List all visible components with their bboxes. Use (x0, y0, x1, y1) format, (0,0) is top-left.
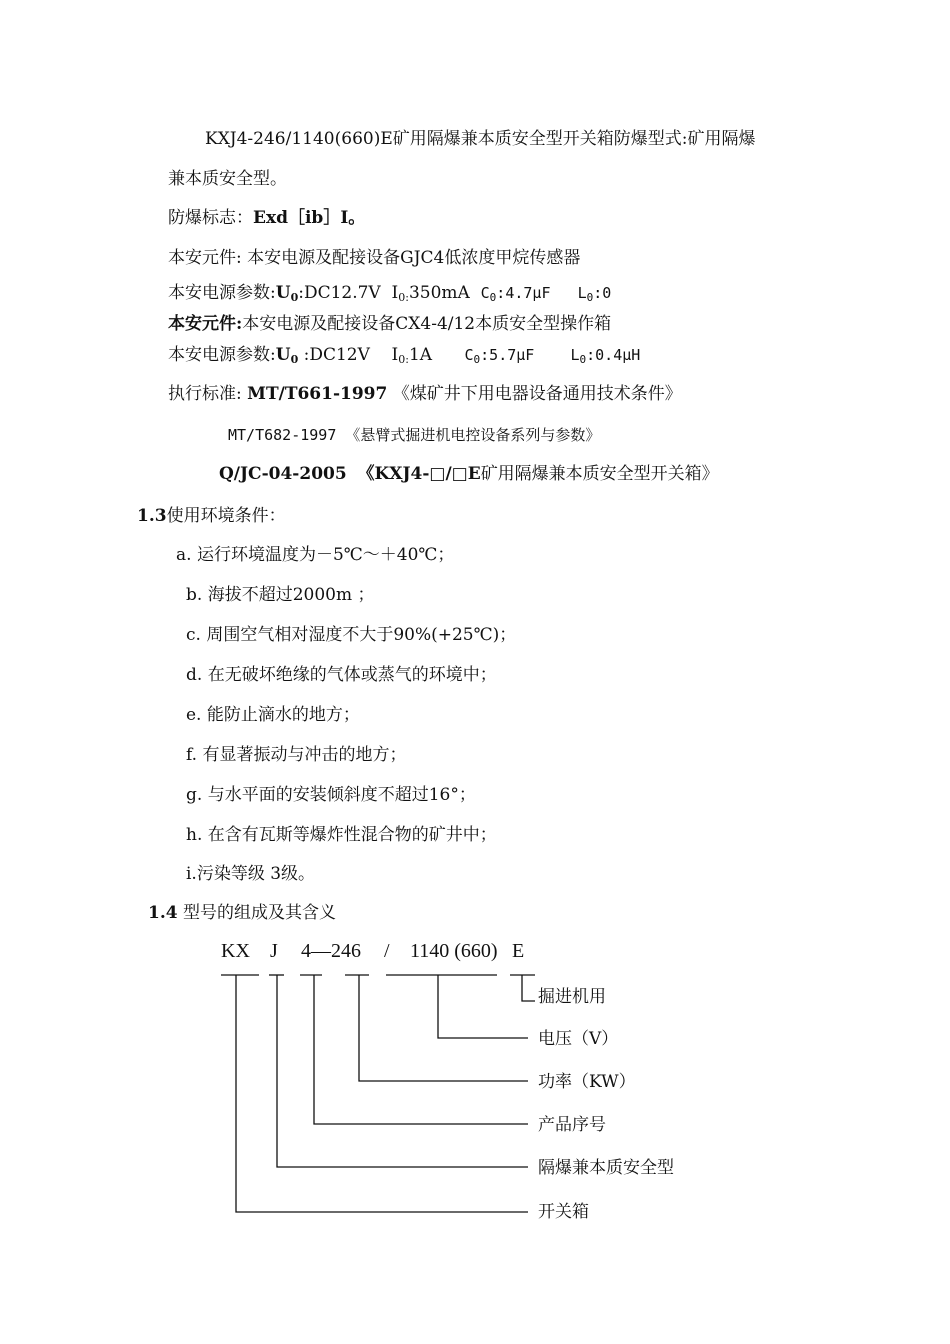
label-serial: 产品序号 (538, 1115, 606, 1135)
std3-title-b: 矿用隔爆兼本质安全型开关箱》 (480, 464, 719, 484)
param2-u: U (275, 345, 291, 365)
param1-l-sub: 0 (586, 291, 594, 304)
param1-c: C (480, 284, 490, 302)
standard-3 (219, 463, 719, 485)
env-item: b. 海拔不超过2000m ； (186, 585, 375, 605)
code-part-kx: KX (221, 940, 250, 962)
env-item: e. 能防止滴水的地方； (186, 705, 360, 725)
section-1-3-heading (137, 505, 286, 527)
connector-j (277, 975, 528, 1167)
marking-value: Exd［ib］I。 (253, 208, 366, 228)
safety2-value: 本安电源及配接设备CX4-4/12本质安全型操作箱 (242, 314, 612, 334)
code-part-serial: 4—246 (301, 940, 361, 962)
env-item: a. 运行环境温度为－5℃～＋40℃； (176, 545, 455, 565)
param1-l-val: :0 (593, 284, 612, 302)
code-part-j: J (270, 940, 278, 962)
label-power: 功率（KW） (538, 1072, 636, 1092)
marking-label: 防爆标志： (168, 208, 253, 228)
param2-c-val: :5.7μF (480, 346, 535, 364)
label-excavator: 掘进机用 (538, 987, 606, 1007)
connector-voltage (438, 975, 528, 1038)
param1-c-sub: 0 (489, 291, 497, 304)
section-1-3-number: 1.3 (137, 506, 167, 526)
section-1-4-title: 型号的组成及其含义 (182, 903, 336, 923)
section-1-4-heading (148, 902, 336, 924)
param2-l-sub: 0 (579, 353, 587, 366)
param2-u-sub: 0 (290, 353, 299, 366)
intro-line-1: KXJ4-246/1140(660)E矿用隔爆兼本质安全型开关箱防爆型式:矿用隔爆 (205, 129, 756, 149)
power-params-1 (168, 282, 611, 304)
param1-i: I (391, 283, 399, 303)
env-item: f. 有显著振动与冲击的地方； (186, 745, 407, 765)
env-item: g. 与水平面的安装倾斜度不超过16°； (186, 785, 476, 805)
param1-u: U (275, 283, 291, 303)
param2-i: I (391, 345, 399, 365)
label-voltage: 电压（V） (538, 1029, 619, 1049)
standard-2: MT/T682-1997 《悬臂式掘进机电控设备系列与参数》 (228, 426, 601, 444)
section-1-4-number: 1.4 (148, 903, 178, 923)
section-1-3-title: 使用环境条件： (166, 506, 286, 526)
safety1-value: 本安电源及配接设备GJC4低浓度甲烷传感器 (247, 248, 581, 268)
power-params-2 (168, 344, 640, 366)
std-label: 执行标准: (168, 384, 242, 404)
intro-line-2: 兼本质安全型。 (168, 169, 287, 189)
param2-c: C (464, 346, 474, 364)
param1-c-val: :4.7μF (496, 284, 551, 302)
explosion-marking (168, 207, 365, 229)
standard-1 (168, 383, 682, 405)
param2-l-val: :0.4μH (586, 346, 641, 364)
safety-component-1 (168, 247, 580, 269)
label-explosion-type: 隔爆兼本质安全型 (538, 1158, 674, 1178)
env-item: d. 在无破坏绝缘的气体或蒸气的环境中； (186, 665, 497, 685)
std3-code: Q/JC-04-2005 (219, 464, 347, 484)
connector-power (359, 975, 528, 1081)
param1-i-sub: 0: (398, 291, 409, 304)
code-part-voltage: 1140 (660) (410, 940, 498, 962)
code-part-e: E (512, 940, 525, 962)
code-part-slash: / (384, 940, 390, 962)
std1-code: MT/T661-1997 (247, 384, 388, 404)
param1-u-val: :DC12.7V (298, 283, 381, 303)
param2-i-val: 1A (408, 345, 433, 365)
std1-title: 《煤矿井下用电器设备通用技术条件》 (392, 384, 682, 404)
param2-c-sub: 0 (473, 353, 481, 366)
param1-label: 本安电源参数: (168, 283, 276, 303)
param2-l: L (570, 346, 580, 364)
connector-kx (236, 975, 528, 1212)
safety-component-2 (168, 313, 611, 335)
param1-l: L (577, 284, 587, 302)
std3-title-a: 《KXJ4-□/□E (357, 464, 481, 484)
param2-i-sub: 0: (398, 353, 409, 366)
param1-u-sub: 0 (290, 291, 299, 304)
param1-i-val: 350mA (408, 283, 470, 303)
param2-label: 本安电源参数: (168, 345, 276, 365)
env-item: c. 周围空气相对湿度不大于90%(+25℃)； (186, 625, 517, 645)
connector-serial (314, 975, 528, 1124)
param2-u-val: :DC12V (303, 345, 370, 365)
safety2-label: 本安元件: (168, 314, 243, 334)
env-item: h. 在含有瓦斯等爆炸性混合物的矿井中； (186, 825, 497, 845)
label-switch-box: 开关箱 (538, 1202, 589, 1222)
safety1-label: 本安元件: (168, 248, 242, 268)
env-item: i.污染等级 3级。 (186, 864, 316, 884)
connector-e (522, 975, 535, 1001)
